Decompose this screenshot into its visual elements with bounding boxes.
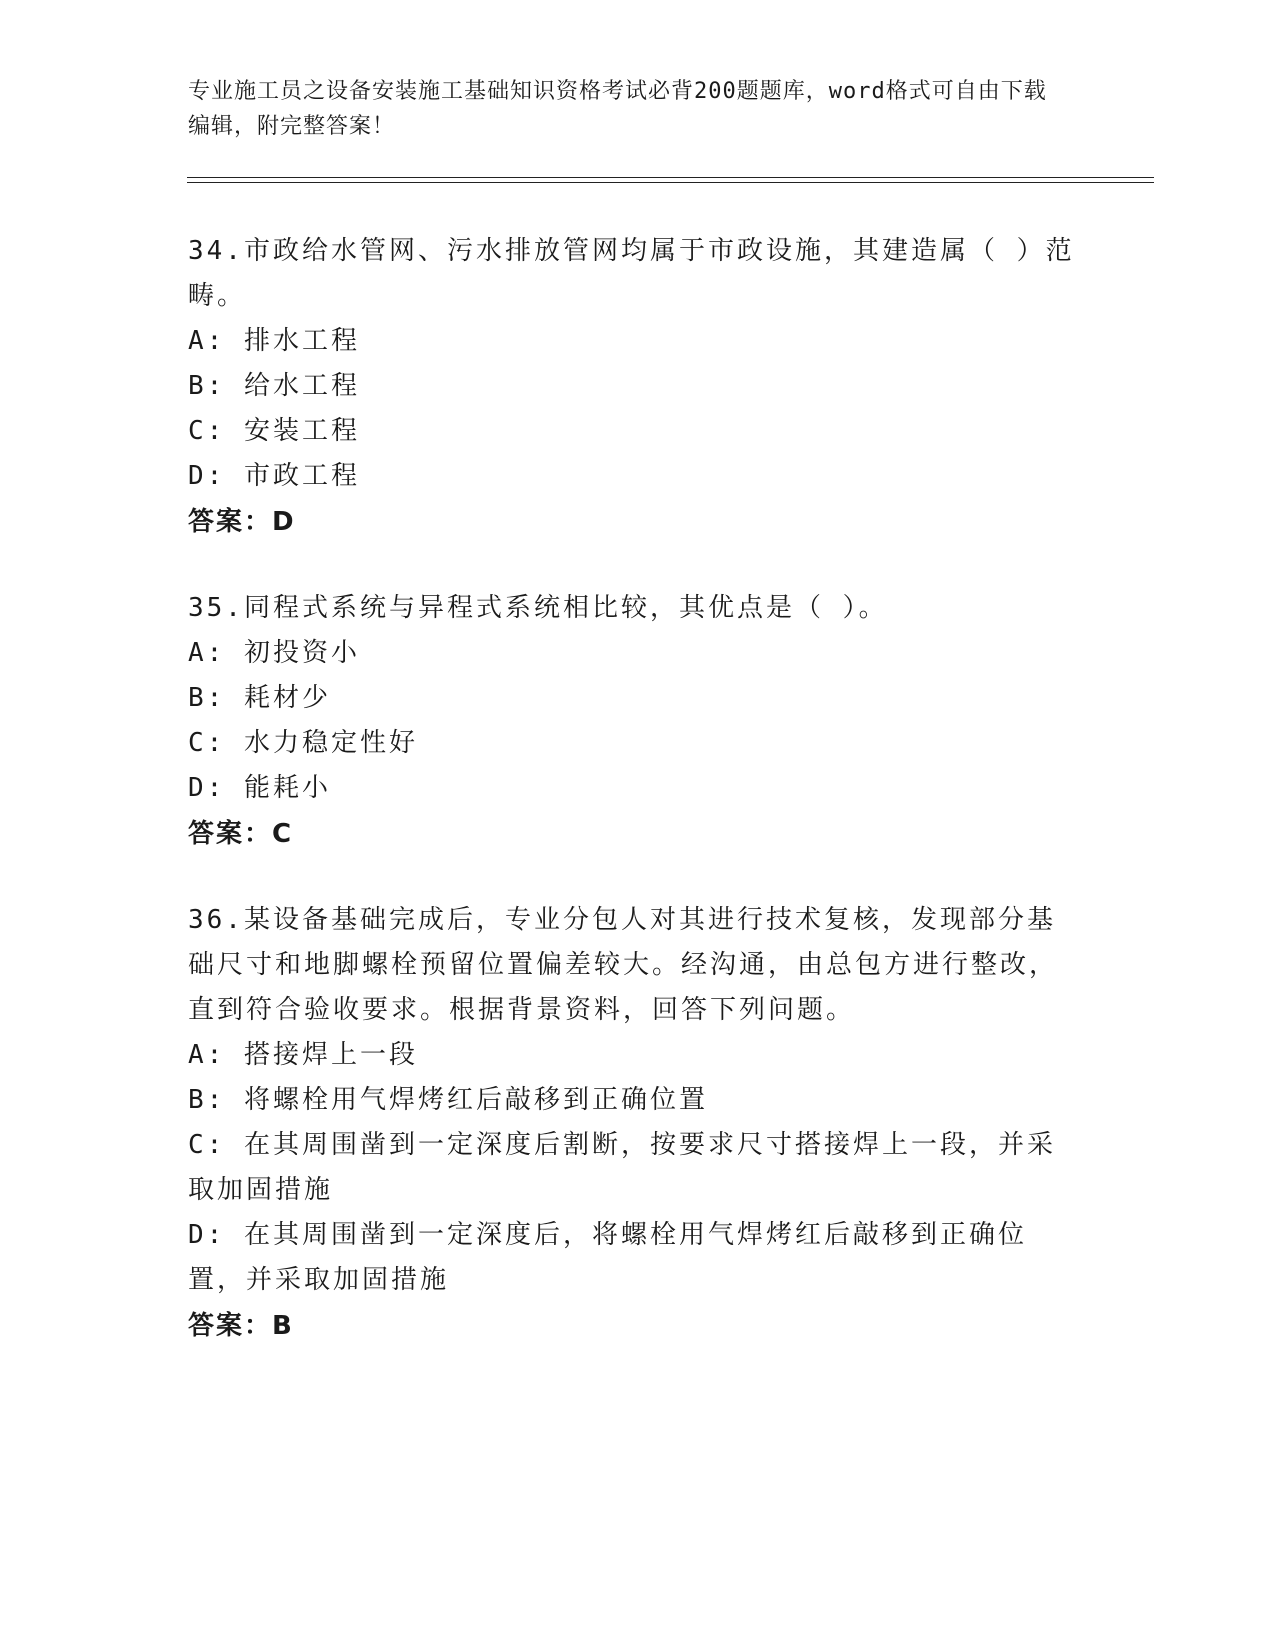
option-d (188, 1213, 1078, 1303)
option-text: 将螺栓用气焊烤红后敲移到正确位置 (243, 1085, 708, 1115)
header-divider-top (187, 177, 1154, 178)
option-letter: A: (188, 326, 226, 356)
option-letter: A: (188, 1040, 226, 1070)
question-stem: 34.市政给水管网、污水排放管网均属于市政设施，其建造属（ ）范畴。 (188, 236, 1075, 311)
option-text: 在其周围凿到一定深度后割断，按要求尺寸搭接焊上一段，并采取加固措施 (188, 1130, 1056, 1205)
option-d (188, 766, 1078, 811)
option-text: 市政工程 (243, 461, 360, 491)
option-b (188, 364, 1078, 409)
option-text: 水力稳定性好 (243, 728, 418, 758)
option-letter: B: (188, 1085, 226, 1115)
question-stem: 35.同程式系统与异程式系统相比较，其优点是（ ）。 (188, 593, 888, 623)
option-a (188, 1033, 1078, 1078)
answer-line: 答案：D (188, 507, 296, 537)
answer-line: 答案：B (188, 1311, 294, 1341)
question-stem: 36.某设备基础完成后，专业分包人对其进行技术复核，发现部分基础尺寸和地脚螺栓预留位置偏差较大。经沟通，由总包方进行整改，直到符合验收要求。根据背景资料，回答下列问题。 (188, 905, 1059, 1025)
option-letter: D: (188, 773, 226, 803)
option-text: 搭接焊上一段 (243, 1040, 418, 1070)
option-text: 给水工程 (243, 371, 360, 401)
answer-line: 答案：C (188, 819, 294, 849)
option-c (188, 409, 1078, 454)
question-list (188, 229, 1078, 1390)
option-letter: C: (188, 1130, 226, 1160)
option-b (188, 676, 1078, 721)
option-d (188, 454, 1078, 499)
option-letter: B: (188, 683, 226, 713)
option-letter: A: (188, 638, 226, 668)
option-c (188, 721, 1078, 766)
header-divider-bottom (187, 182, 1154, 183)
option-letter: D: (188, 461, 226, 491)
document-header: 专业施工员之设备安装施工基础知识资格考试必背200题题库，word格式可自由下载编辑，附完整答案！ (188, 79, 1047, 139)
option-b (188, 1078, 1078, 1123)
question-35 (188, 586, 1078, 858)
question-34 (188, 229, 1078, 546)
option-letter: D: (188, 1220, 226, 1250)
option-letter: B: (188, 371, 226, 401)
option-text: 耗材少 (243, 683, 331, 713)
option-text: 初投资小 (243, 638, 360, 668)
option-text: 在其周围凿到一定深度后，将螺栓用气焊烤红后敲移到正确位置，并采取加固措施 (188, 1220, 1027, 1295)
question-36 (188, 898, 1078, 1350)
option-a (188, 631, 1078, 676)
option-a (188, 319, 1078, 364)
option-letter: C: (188, 728, 226, 758)
option-text: 排水工程 (243, 326, 360, 356)
option-letter: C: (188, 416, 226, 446)
option-c (188, 1123, 1078, 1213)
option-text: 能耗小 (243, 773, 331, 803)
option-text: 安装工程 (243, 416, 360, 446)
